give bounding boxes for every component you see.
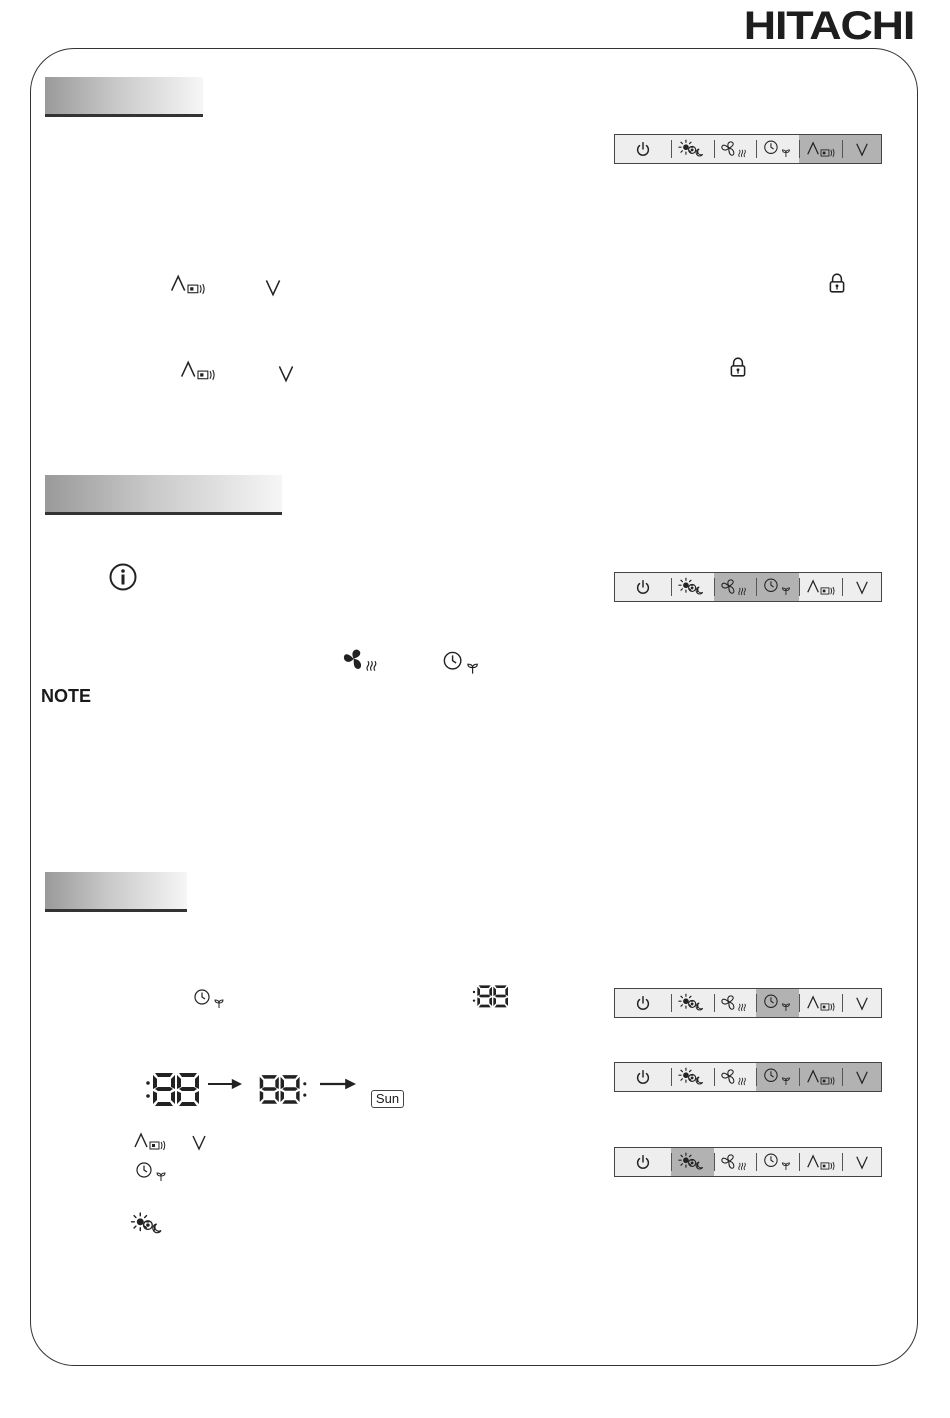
power-icon [634, 1153, 652, 1171]
down-icon [277, 362, 295, 384]
timer-eco-icon [763, 139, 793, 159]
section-tab-1 [45, 77, 203, 117]
panel-divider [671, 994, 672, 1012]
timer-eco-button[interactable] [756, 573, 799, 601]
power-icon [634, 140, 652, 158]
down-button[interactable] [842, 989, 881, 1017]
down-icon [190, 1132, 208, 1152]
timer-eco-icon [763, 993, 793, 1013]
up-vent-icon [806, 1067, 836, 1087]
up-vent-icon [806, 993, 836, 1013]
control-panel [614, 988, 882, 1018]
up-vent-icon [806, 1152, 836, 1172]
panel-divider [714, 1153, 715, 1171]
mode-icon [678, 139, 708, 159]
mode-button[interactable] [671, 1063, 714, 1091]
power-button[interactable] [615, 989, 671, 1017]
down-button[interactable] [842, 1063, 881, 1091]
down-icon [855, 994, 869, 1012]
lock-icon [828, 272, 846, 294]
seven-segment-display-icon [145, 1071, 205, 1107]
panel-divider [799, 140, 800, 158]
panel-divider [799, 578, 800, 596]
up-vent-button[interactable] [799, 135, 842, 163]
panel-divider [671, 1068, 672, 1086]
fan-heat-button[interactable] [714, 989, 756, 1017]
arrow-right-icon [208, 1076, 242, 1092]
power-button[interactable] [615, 135, 671, 163]
section-tab-3 [45, 872, 187, 912]
control-panel [614, 572, 882, 602]
power-icon [634, 578, 652, 596]
mode-icon [678, 1152, 708, 1172]
timer-eco-icon [134, 1161, 170, 1183]
down-icon [855, 578, 869, 596]
panel-divider [756, 1153, 757, 1171]
up-vent-button[interactable] [799, 1063, 842, 1091]
timer-eco-button[interactable] [756, 1148, 799, 1176]
down-icon [855, 140, 869, 158]
up-vent-icon [168, 272, 208, 296]
up-vent-button[interactable] [799, 1148, 842, 1176]
mode-icon [678, 577, 708, 597]
sun-label: Sun [371, 1090, 404, 1108]
timer-eco-icon [763, 577, 793, 597]
power-button[interactable] [615, 1148, 671, 1176]
fan-heat-button[interactable] [714, 135, 756, 163]
lock-icon [729, 356, 747, 378]
panel-divider [671, 140, 672, 158]
timer-eco-icon [442, 650, 482, 676]
panel-divider [671, 1153, 672, 1171]
timer-eco-button[interactable] [756, 135, 799, 163]
fan-heat-icon [720, 1067, 750, 1087]
down-button[interactable] [842, 573, 881, 601]
fan-heat-icon [720, 139, 750, 159]
power-button[interactable] [615, 1063, 671, 1091]
seven-segment-display-icon [472, 984, 512, 1008]
up-vent-button[interactable] [799, 989, 842, 1017]
panel-divider [714, 994, 715, 1012]
mode-button[interactable] [671, 1148, 714, 1176]
mode-icon [678, 1067, 708, 1087]
hitachi-logo: HITACHI [743, 4, 914, 48]
panel-divider [842, 578, 843, 596]
power-icon [634, 994, 652, 1012]
timer-eco-icon [763, 1152, 793, 1172]
down-button[interactable] [842, 135, 881, 163]
panel-divider [714, 1068, 715, 1086]
panel-divider [842, 1153, 843, 1171]
timer-eco-button[interactable] [756, 989, 799, 1017]
fan-heat-button[interactable] [714, 573, 756, 601]
timer-eco-icon [192, 988, 228, 1010]
panel-divider [756, 140, 757, 158]
control-panel [614, 1147, 882, 1177]
power-icon [634, 1068, 652, 1086]
panel-divider [799, 1153, 800, 1171]
panel-divider [671, 578, 672, 596]
arrow-right-icon [320, 1076, 356, 1092]
up-vent-icon [806, 577, 836, 597]
panel-divider [799, 994, 800, 1012]
info-icon [108, 562, 138, 592]
down-button[interactable] [842, 1148, 881, 1176]
panel-divider [756, 1068, 757, 1086]
panel-divider [842, 140, 843, 158]
down-icon [264, 276, 282, 298]
mode-icon [678, 993, 708, 1013]
mode-button[interactable] [671, 135, 714, 163]
panel-divider [799, 1068, 800, 1086]
panel-divider [756, 994, 757, 1012]
section-tab-2 [45, 475, 282, 515]
up-vent-icon [132, 1130, 168, 1152]
panel-divider [714, 140, 715, 158]
down-icon [855, 1068, 869, 1086]
panel-divider [842, 994, 843, 1012]
fan-heat-icon [720, 993, 750, 1013]
fan-heat-icon [720, 577, 750, 597]
panel-divider [756, 578, 757, 596]
control-panel [614, 134, 882, 164]
panel-divider [842, 1068, 843, 1086]
up-vent-button[interactable] [799, 573, 842, 601]
control-panel [614, 1062, 882, 1092]
panel-divider [714, 578, 715, 596]
fan-heat-button[interactable] [714, 1148, 756, 1176]
up-vent-icon [806, 139, 836, 159]
seven-segment-display-icon [258, 1071, 310, 1107]
fan-heat-button[interactable] [714, 1063, 756, 1091]
mode-button[interactable] [671, 573, 714, 601]
fan-heat-icon [342, 647, 382, 673]
note-label: NOTE [41, 686, 92, 706]
up-vent-icon [178, 358, 218, 382]
mode-icon [130, 1212, 168, 1236]
timer-eco-icon [763, 1067, 793, 1087]
down-icon [855, 1153, 869, 1171]
fan-heat-icon [720, 1152, 750, 1172]
mode-button[interactable] [671, 989, 714, 1017]
power-button[interactable] [615, 573, 671, 601]
timer-eco-button[interactable] [756, 1063, 799, 1091]
